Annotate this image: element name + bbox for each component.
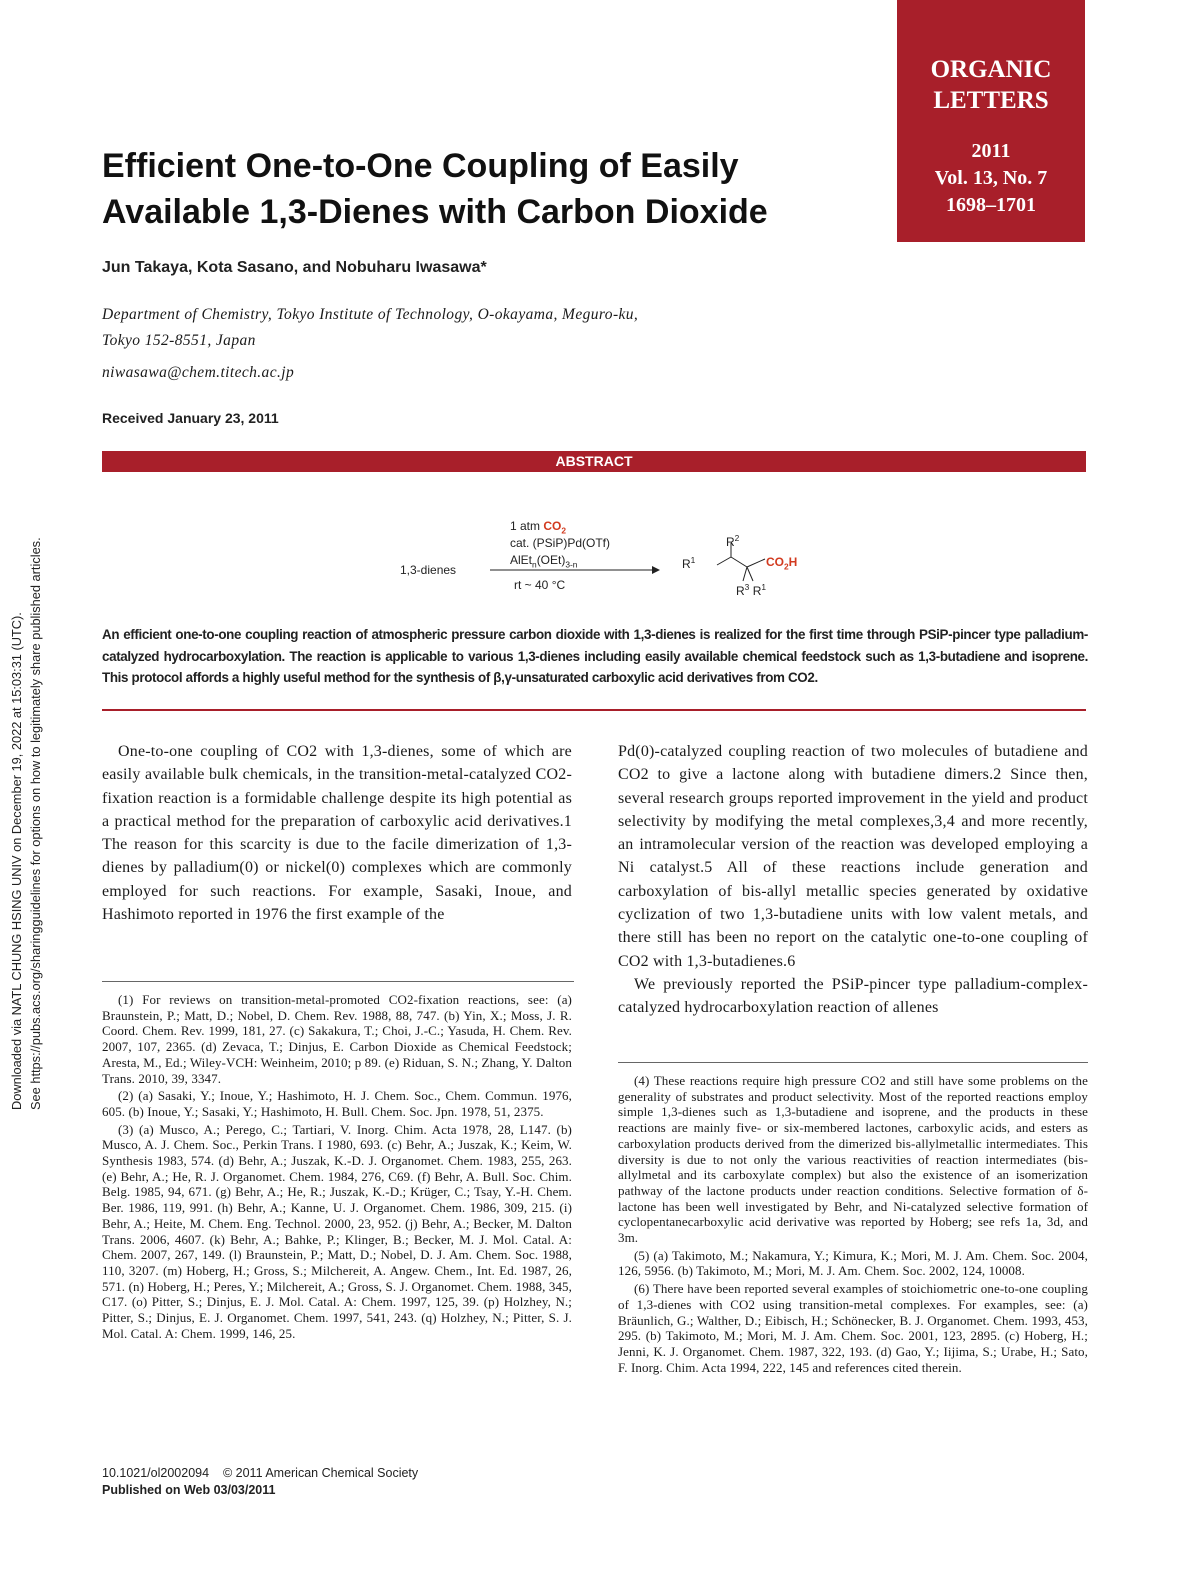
article-title — [102, 143, 862, 235]
watermark-line2: See https://pubs.acs.org/sharingguidelines for options on how to legitimately share published articles. — [28, 537, 43, 1110]
footnote-6: (6) There have been reported several examples of stoichiometric one-to-one coupling of 1,3-dienes with CO2 using transition-metal complexes. For examples, see: (a) Bräunlich, G.; Walther, D.; Eibisch, H.; Schönecker, B. J. Organomet. Chem. 1993, 453, 295. (b) Takimoto, M.; Mori, M. J. Am. Chem. Soc. 2001, 123, 2895. (c) Hoberg, H.; Jenni, K. J. Organomet. Chem. 1987, 322, 193. (d) Gao, Y.; Iijima, S.; Urabe, H.; Sato, F. Inorg. Chim. Acta 1994, 222, 145 and references cited therein. — [618, 1281, 1088, 1375]
affiliation — [102, 302, 822, 354]
footnote-1: (1) For reviews on transition-metal-promoted CO2-fixation reactions, see: (a) Braunstein, P.; Matt, D.; Nobel, D. Chem. Rev. 1988, 88, 747. (b) Yin, X.; Moss, J. R. Coord. Chem. Rev. 1999, 181, 27. (c) Sakakura, T.; Choi, J.-C.; Yasuda, H. Chem. Rev. 2007, 107, 2365. (d) Zevaca, T.; Dinjus, E. Carbon Dioxide as Chemical Feedstock; Aresta, M., Ed.; Wiley-VCH: Weinheim, 2010; p 89. (e) Riduan, S. N.; Zhang, Y. Dalton Trans. 2010, 39, 3347. — [102, 992, 572, 1086]
journal-volume: Vol. 13, No. 7 — [934, 167, 1048, 189]
watermark-line1: Downloaded via NATL CHUNG HSING UNIV on December 19, 2022 at 15:03:31 (UTC). — [9, 612, 24, 1110]
product-r3-r1: $R^3$ $R^1$ — [736, 582, 767, 598]
condition-co2: 1 atm $CO_2$ — [510, 519, 567, 536]
download-watermark — [7, 480, 49, 1110]
condition-catalyst: cat. (PSiP)Pd(OTf) — [510, 536, 611, 550]
title-line1: Efficient One-to-One Coupling of Easily — [102, 147, 739, 185]
footnote-divider — [618, 1062, 1088, 1063]
body-column-left — [102, 740, 572, 926]
received-date: Received January 23, 2011 — [102, 410, 279, 426]
copyright: © 2011 American Chemical Society — [222, 1466, 419, 1480]
journal-name-line1: ORGANIC — [930, 56, 1052, 83]
footnotes-right — [618, 1073, 1088, 1377]
reaction-scheme — [300, 505, 820, 610]
abstract-text: An efficient one-to-one coupling reaction of atmospheric pressure carbon dioxide with 1,3-dienes is realized for the first time through PSiP-pincer type palladium-catalyzed hydrocarboxylation. The reaction is applicable to various 1,3-dienes including easily available chemical feedstock such as 1,3-butadiene and isoprene. This protocol affords a highly useful method for the synthesis of β,γ-unsaturated carboxylic acid derivatives from CO2. — [102, 627, 1088, 685]
condition-additive: $AlEt_n(OEt)_{3-n}$ — [510, 553, 578, 570]
author-list: Jun Takaya, Kota Sasano, and Nobuharu Iwasawa* — [102, 259, 487, 276]
contact-email[interactable]: niwasawa@chem.titech.ac.jp — [102, 364, 295, 381]
footnote-5: (5) (a) Takimoto, M.; Nakamura, Y.; Kimura, K.; Mori, M. J. Am. Chem. Soc. 2004, 126, 5956. (b) Takimoto, M.; Mori, M. J. Am. Chem. Soc. 2002, 124, 10008. — [618, 1247, 1088, 1279]
title-line2: Available 1,3-Dienes with Carbon Dioxide — [102, 193, 768, 231]
affiliation-line1: Department of Chemistry, Tokyo Institute of Technology, O-okayama, Meguro-ku, — [102, 306, 639, 323]
abstract-divider — [102, 709, 1086, 711]
body-paragraph: Pd(0)-catalyzed coupling reaction of two molecules of butadiene and CO2 to give a lactone along with butadiene dimers.2 Since then, several research groups reported improvement in the yield and product selectivity by modifying the metal complexes,3,4 and more recently, an intramolecular version of the reaction was developed employing a Ni catalyst.5 All of these reactions include generation and carboxylation of bis-allyl metallic species generated by oxidative cyclization of two 1,3-butadiene units with low valent metals, and there still has been no report on the catalytic one-to-one coupling of CO2 with 1,3-butadienes.6 — [618, 743, 1088, 970]
body-column-right — [618, 740, 1088, 1020]
doi[interactable]: 10.1021/ol2002094 — [102, 1466, 210, 1480]
abstract-heading: ABSTRACT — [102, 451, 1086, 472]
journal-name-line2: LETTERS — [933, 87, 1049, 114]
footnote-divider — [102, 981, 574, 982]
published-date: Published on Web 03/03/2011 — [102, 1483, 276, 1497]
footnotes-left — [102, 992, 572, 1343]
body-paragraph: One-to-one coupling of CO2 with 1,3-dienes, some of which are easily available bulk chemicals, in the transition-metal-catalyzed CO2-fixation reaction is a formidable challenge despite its high potential as a practical method for the preparation of carboxylic acid derivatives.1 The reason for this scarcity is due to the facile dimerization of 1,3-dienes by palladium(0) or nickel(0) complexes which are commonly employed for such reactions. For example, Sasaki, Inoue, and Hashimoto reported in 1976 the first example of the — [102, 743, 572, 924]
reactant-label: 1,3-dienes — [400, 563, 457, 577]
journal-pages: 1698–1701 — [946, 194, 1036, 216]
page-footer — [102, 1465, 418, 1499]
journal-badge — [897, 0, 1085, 242]
footnote-3: (3) (a) Musco, A.; Perego, C.; Tartiari, V. Inorg. Chim. Acta 1978, 28, L147. (b) Musco, A. J. Chem. Soc., Perkin Trans. I 1980, 693. (c) Behr, A.; Juszak, K.; Keim, W. Synthesis 1983, 574. (d) Behr, A.; Juszak, K.-D. J. Organomet. Chem. 1983, 255, 263. (e) Behr, A.; He, R. J. Organomet. Chem. 1984, 276, C69. (f) Behr, A. Bull. Soc. Chim. Belg. 1985, 94, 671. (g) Behr, A.; He, R.; Juszak, K.-D.; Krüger, C.; Tsay, Y.-H. Chem. Ber. 1986, 119, 991. (h) Behr, A.; Kanne, U. J. Organomet. Chem. 1986, 309, 215. (i) Behr, A.; Heite, M. Chem. Eng. Technol. 2000, 23, 952. (j) Behr, A.; Becker, M. Dalton Trans. 2006, 4607. (k) Behr, A.; Bahke, P.; Klinger, B.; Becker, M. J. Mol. Catal. A: Chem. 2007, 267, 149. (l) Braunstein, P.; Matt, D.; Nobel, D. J. Am. Chem. Soc. 1988, 110, 3207. (m) Hoberg, H.; Gross, S.; Milchereit, A. Angew. Chem., Int. Ed. 1987, 26, 571. (n) Hoberg, H.; Peres, Y.; Milchereit, A.; Gross, S. J. Organomet. Chem. 1988, 345, C17. (o) Pitter, S.; Dinjus, E. J. Mol. Catal. A: Chem. 1997, 125, 39. (p) Holzhey, N.; Pitter, S.; Dinjus, E. J. Organomet. Chem. 1997, 541, 243. (q) Holzhey, N.; Pitter, S. J. Mol. Catal. A: Chem. 1999, 146, 25. — [102, 1121, 572, 1341]
journal-year: 2011 — [971, 140, 1011, 162]
footnote-2: (2) (a) Sasaki, Y.; Inoue, Y.; Hashimoto, H. J. Chem. Soc., Chem. Commun. 1976, 605. (b) Inoue, Y.; Sasaki, Y.; Hashimoto, H. Bull. Chem. Soc. Jpn. 1978, 51, 2375. — [102, 1088, 572, 1119]
affiliation-line2: Tokyo 152-8551, Japan — [102, 332, 256, 349]
reaction-arrow — [490, 563, 660, 577]
body-paragraph: We previously reported the PSiP-pincer type palladium-complex-catalyzed hydrocarboxylation reaction of allenes — [618, 975, 1088, 1017]
footnote-4: (4) These reactions require high pressure CO2 and still have some problems on the generality of substrates and product selectivity. Most of the reported reactions employ simple 1,3-dienes such as 1,3-butadiene and isoprene, and the products in these reactions are mainly five- or six-membered lactones, carboxylic acids, and esters as carboxylation products derived from the dimerized bis-allylmetallic intermediates. This diversity is due to not only the various reactivities of reaction intermediates (bis-allylmetal and its carboxylate complex) but also the existence of an isomerization pathway of the lactone products under reaction conditions. Selective formation of δ-lactone has been well investigated by Behr, and Ni-catalyzed selective formation of cyclopentanecarboxylic acid derivative was reported by Hoberg; see refs 1a, 3d, and 3m. — [618, 1073, 1088, 1246]
product-r2: $R^2$ — [726, 533, 740, 549]
product-carboxylic-acid: $CO_2H$ — [766, 555, 798, 572]
product-r1: $R^1$ — [682, 555, 696, 571]
condition-temperature: rt ~ 40 °C — [514, 578, 566, 592]
